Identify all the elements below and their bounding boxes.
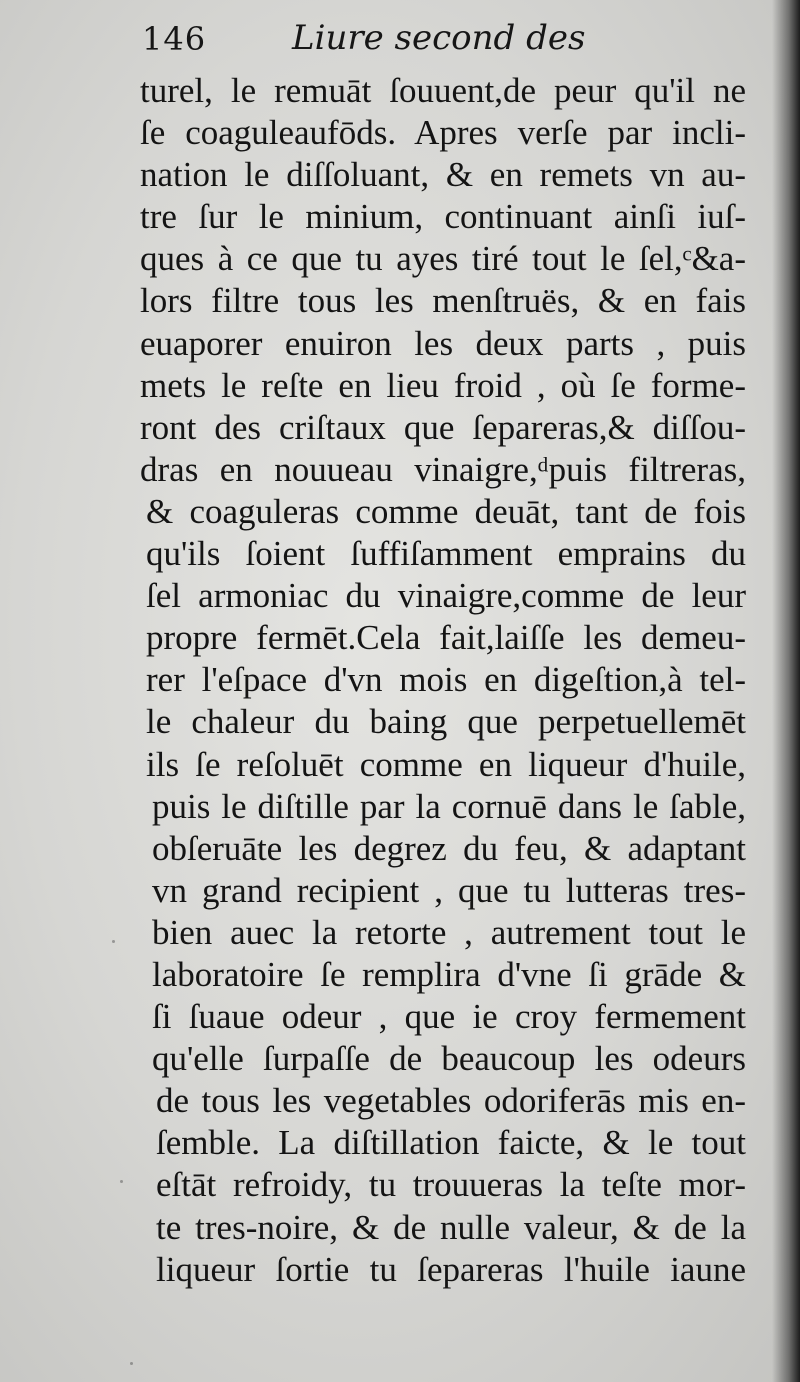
text-line: turel, le remuāt ſouuent,de peur qu'il ne bbox=[140, 71, 746, 110]
text-line: & coaguleras comme deuāt, tant de fois bbox=[146, 491, 746, 531]
text-line: obſeruāte les degrez du feu, & adaptant bbox=[152, 828, 746, 868]
text-line: rer l'eſpace d'vn mois en digeſtion,à tel- bbox=[146, 660, 746, 700]
text-line: bien auec la retorte , autrement tout le bbox=[152, 912, 746, 952]
text-line: ſemble. La diſtillation faicte, & le tout bbox=[156, 1123, 746, 1163]
body-text bbox=[134, 70, 746, 1291]
text-line: lors filtre tous les menſtruës, & en fais bbox=[140, 281, 746, 321]
text-line: ils ſe reſoluēt comme en liqueur d'huile, bbox=[146, 744, 746, 784]
text-line: vn grand recipient , que tu lutteras tres- bbox=[152, 870, 746, 910]
text-line: dras en nouueau vinaigre,ᵈpuis filtreras, bbox=[140, 449, 746, 489]
running-head bbox=[142, 14, 702, 70]
text-line: nation le diſſoluant, & en remets vn au- bbox=[140, 155, 746, 195]
text-line: ſel armoniac du vinaigre,comme de leur bbox=[146, 576, 746, 616]
text-line: ront des criſtaux que ſepareras,& diſſou- bbox=[140, 407, 746, 447]
text-line: liqueur ſortie tu ſepareras l'huile iaune bbox=[156, 1249, 746, 1289]
text-line: puis le diſtille par la cornuē dans le ſable, bbox=[152, 786, 746, 826]
text-line: ſe coaguleaufōds. Apres verſe par incli- bbox=[140, 113, 746, 153]
text-line: qu'ils ſoient ſuffiſamment emprains du bbox=[146, 534, 746, 574]
text-line: ques à ce que tu ayes tiré tout le ſel,ᶜ&a- bbox=[140, 239, 746, 279]
paper-speck bbox=[112, 940, 115, 943]
paper-speck bbox=[130, 1362, 133, 1365]
binding-gutter-shadow bbox=[772, 0, 800, 1382]
text-line: propre fermēt.Cela fait,laiſſe les demeu- bbox=[146, 618, 746, 658]
text-line: de tous les vegetables odoriferās mis en- bbox=[156, 1081, 746, 1121]
text-line: eſtāt refroidy, tu trouueras la teſte mor- bbox=[156, 1165, 746, 1205]
text-line: laboratoire ſe remplira d'vne ſi grāde & bbox=[152, 954, 746, 994]
text-line: ſi ſuaue odeur , que ie croy fermement bbox=[152, 997, 746, 1037]
paper-speck bbox=[120, 1180, 123, 1183]
page-number: 146 bbox=[142, 20, 207, 58]
text-line: tre ſur le minium, continuant ainſi iuſ- bbox=[140, 197, 746, 237]
text-line: mets le reſte en lieu froid , où ſe forme- bbox=[140, 365, 746, 405]
text-line: euaporer enuiron les deux parts , puis bbox=[140, 323, 746, 363]
running-title: Liure second des bbox=[292, 18, 586, 58]
text-line: qu'elle ſurpaſſe de beaucoup les odeurs bbox=[152, 1039, 746, 1079]
text-line: le chaleur du baing que perpetuellemēt bbox=[146, 702, 746, 742]
text-line: te tres-noire, & de nulle valeur, & de la bbox=[156, 1207, 746, 1247]
